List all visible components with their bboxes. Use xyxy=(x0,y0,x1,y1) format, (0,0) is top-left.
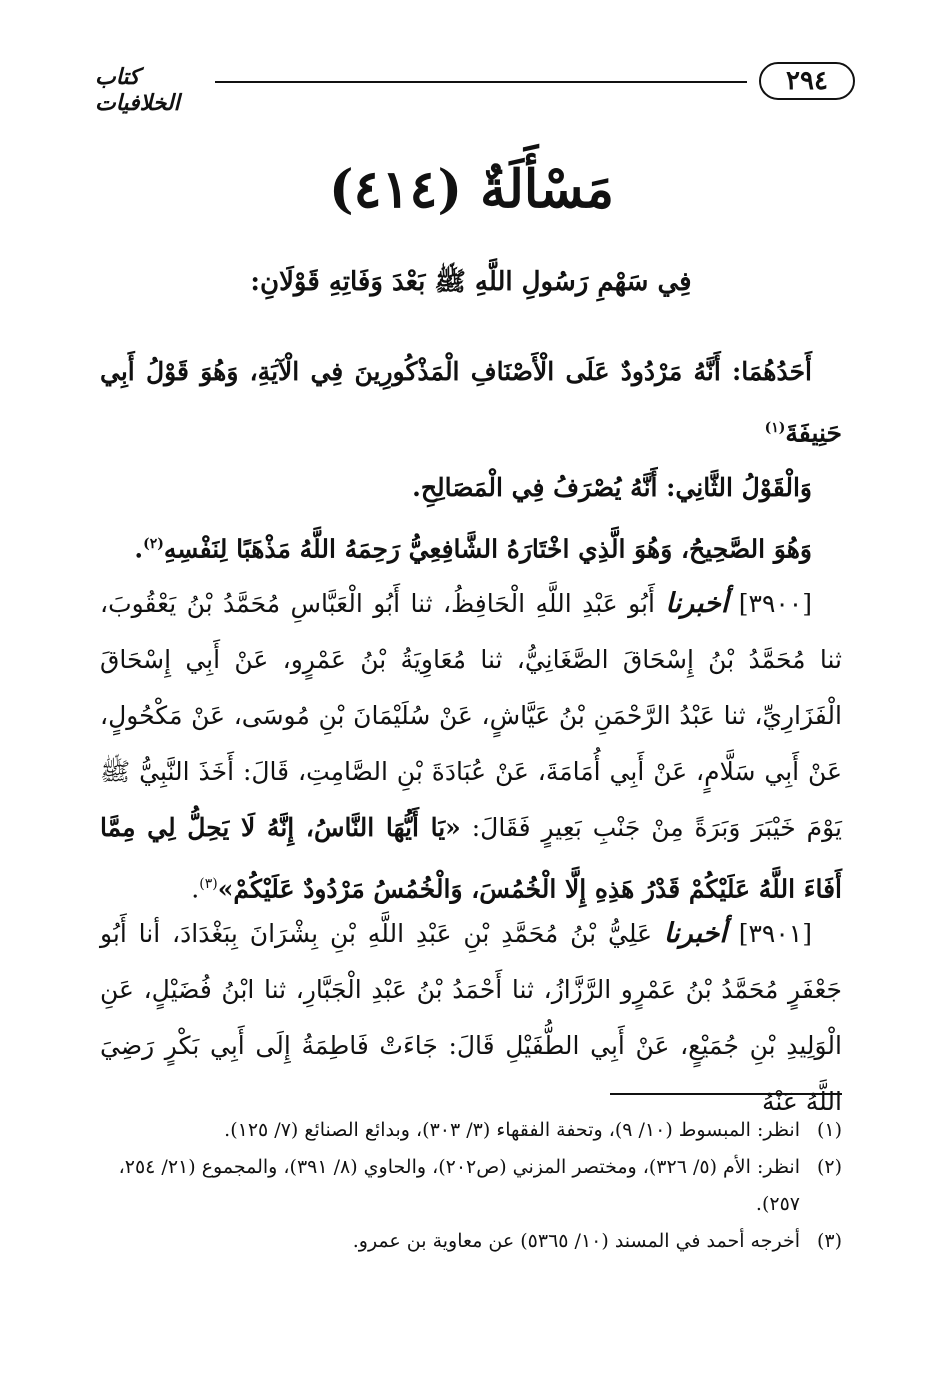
hadith-number: [٣٩٠١] xyxy=(738,919,812,948)
second-opinion-text: وَالْقَوْلُ الثَّانِي: أَنَّهُ يُصْرَفُ فِي الْمَصَالِحِ. xyxy=(412,473,812,502)
page-number: ٢٩٤ xyxy=(759,62,855,100)
hadith-quote: «يَا أَيُّهَا النَّاسُ، إِنَّهُ لَا يَحِلُّ لِي مِمَّا أَفَاءَ اللَّهُ عَلَيْكُمْ قَدْرُ هَذِهِ إِلَّا الْخُمُسَ، وَالْخُمُسُ مَرْدُودٌ عَلَيْكُمْ» xyxy=(100,813,842,904)
footnotes xyxy=(100,1112,842,1260)
header-rule xyxy=(215,81,747,83)
isnad-text: عَلِيُّ بْنُ مُحَمَّدِ بْنِ عَبْدِ اللَّهِ بْنِ بِشْرَانَ بِبَغْدَادَ، أنا أَبُو جَعْفَرٍ مُحَمَّدُ بْنُ عَمْرٍو الرَّزَّازُ، ثنا أَحْمَدُ بْنُ عَبْدِ الْجَبَّارِ، ثنا ابْنُ فُضَيْلٍ، عَنِ الْوَلِيدِ بْنِ جُمَيْعٍ، عَنْ أَبِي الطُّفَيْلِ قَالَ: جَاءَتْ فَاطِمَةُ إِلَى أَبِي بَكْرٍ رَضِيَ اللَّهُ عَنْهُ xyxy=(100,919,842,1116)
footnote-ref-3: (٣) xyxy=(199,876,218,892)
footnote-number: (٢) xyxy=(816,1156,842,1178)
akhbarana-label: أخبرنا xyxy=(663,918,727,949)
footnote xyxy=(100,1112,842,1149)
footnote-text: أخرجه أحمد في المسند (١٠/ ٥٣٦٥) عن معاوية بن عمرو. xyxy=(352,1230,800,1252)
first-opinion-text: أَحَدُهُمَا: أَنَّهُ مَرْدُودٌ عَلَى الْأَصْنَافِ الْمَذْكُورِينَ فِي الْآيَةِ، وَهُوَ قَوْلُ أَبِي حَنِيفَةَ xyxy=(100,357,842,448)
footnote-number: (١) xyxy=(816,1119,842,1141)
correct-view-text: وَهُوَ الصَّحِيحُ، وَهُوَ الَّذِي اخْتَارَهُ الشَّافِعِيُّ رَحِمَهُ اللَّهُ مَذْهَبًا لِنَفْسِهِ xyxy=(163,534,812,564)
hadith-3900: [٣٩٠٠] أخبرنا أَبُو عَبْدِ اللَّهِ الْحَافِظُ، ثنا أَبُو الْعَبَّاسِ مُحَمَّدُ بْنُ يَعْقُوبَ، ثنا مُحَمَّدُ بْنُ إِسْحَاقَ الصَّغَانِيُّ، ثنا مُعَاوِيَةُ بْنُ عَمْرٍو، عَنْ أَبِي إِسْحَاقَ الْفَزَارِيِّ، ثنا عَبْدُ الرَّحْمَنِ بْنُ عَيَّاشٍ، عَنْ سُلَيْمَانَ بْنِ مُوسَى، عَنْ مَكْحُولٍ، عَنْ أَبِي سَلَّامٍ، عَنْ أَبِي أُمَامَةَ، عَنْ عُبَادَةَ بْنِ الصَّامِتِ، قَالَ: أَخَذَ النَّبِيُّ ﷺ يَوْمَ خَيْبَرَ وَبَرَةً مِنْ جَنْبِ بَعِيرٍ فَقَالَ: «يَا أَيُّهَا النَّاسُ، إِنَّهُ لَا يَحِلُّ لِي مِمَّا أَفَاءَ اللَّهُ عَلَيْكُمْ قَدْرُ هَذِهِ إِلَّا الْخُمُسَ، وَالْخُمُسُ مَرْدُودٌ عَلَيْكُمْ»$^{(٣)}$. xyxy=(100,588,842,904)
book-title: كتاب الخلافيات xyxy=(95,64,180,116)
footnote-text: انظر: الأم (٥/ ٣٢٦)، ومختصر المزني (ص٢٠٢)، والحاوي (٨/ ٣٩١)، والمجموع (٢١/ ٢٥٤، ٢٥٧). xyxy=(118,1156,800,1215)
footnote-number: (٣) xyxy=(816,1230,842,1252)
footnote xyxy=(100,1149,842,1223)
isnad-text: أَبُو عَبْدِ اللَّهِ الْحَافِظُ، ثنا أَبُو الْعَبَّاسِ مُحَمَّدُ بْنُ يَعْقُوبَ، ثنا مُحَمَّدُ بْنُ إِسْحَاقَ الصَّغَانِيُّ، ثنا مُعَاوِيَةُ بْنُ عَمْرٍو، عَنْ أَبِي إِسْحَاقَ الْفَزَارِيِّ، ثنا عَبْدُ الرَّحْمَنِ بْنُ عَيَّاشٍ، عَنْ سُلَيْمَانَ بْنِ مُوسَى، عَنْ مَكْحُولٍ، عَنْ أَبِي سَلَّامٍ، عَنْ أَبِي أُمَامَةَ، عَنْ عُبَادَةَ بْنِ الصَّامِتِ، قَالَ: أَخَذَ النَّبِيُّ ﷺ يَوْمَ خَيْبَرَ وَبَرَةً مِنْ جَنْبِ بَعِيرٍ فَقَالَ: xyxy=(100,589,842,842)
hadith-3901 xyxy=(100,906,842,1130)
footnote xyxy=(100,1223,842,1260)
hadith-number: [٣٩٠٠] xyxy=(738,589,812,618)
footnote-ref-1: (١) xyxy=(764,420,786,436)
footnote-text: انظر: المبسوط (١٠/ ٩)، وتحفة الفقهاء (٣/ ٣٠٣)، وبدائع الصنائع (٧/ ١٢٥). xyxy=(224,1119,800,1141)
paragraph-second-opinion xyxy=(100,460,842,516)
paragraph-first-opinion xyxy=(100,344,842,461)
akhbarana-label: أخبرنا xyxy=(665,588,729,619)
masala-subtitle: فِي سَهْمِ رَسُولِ اللَّهِ ﷺ بَعْدَ وَفَاتِهِ قَوْلَانِ: xyxy=(250,267,692,297)
footnote-ref-2: (٢) xyxy=(143,536,164,552)
paragraph-correct-view: وَهُوَ الصَّحِيحُ، وَهُوَ الَّذِي اخْتَارَهُ الشَّافِعِيُّ رَحِمَهُ اللَّهُ مَذْهَبًا لِنَفْسِهِ$^{(٢)}$. xyxy=(134,534,812,564)
footnote-divider xyxy=(610,1093,842,1095)
page-header xyxy=(95,62,855,116)
masala-title: مَسْأَلَةٌ (٤١٤) xyxy=(329,159,614,220)
